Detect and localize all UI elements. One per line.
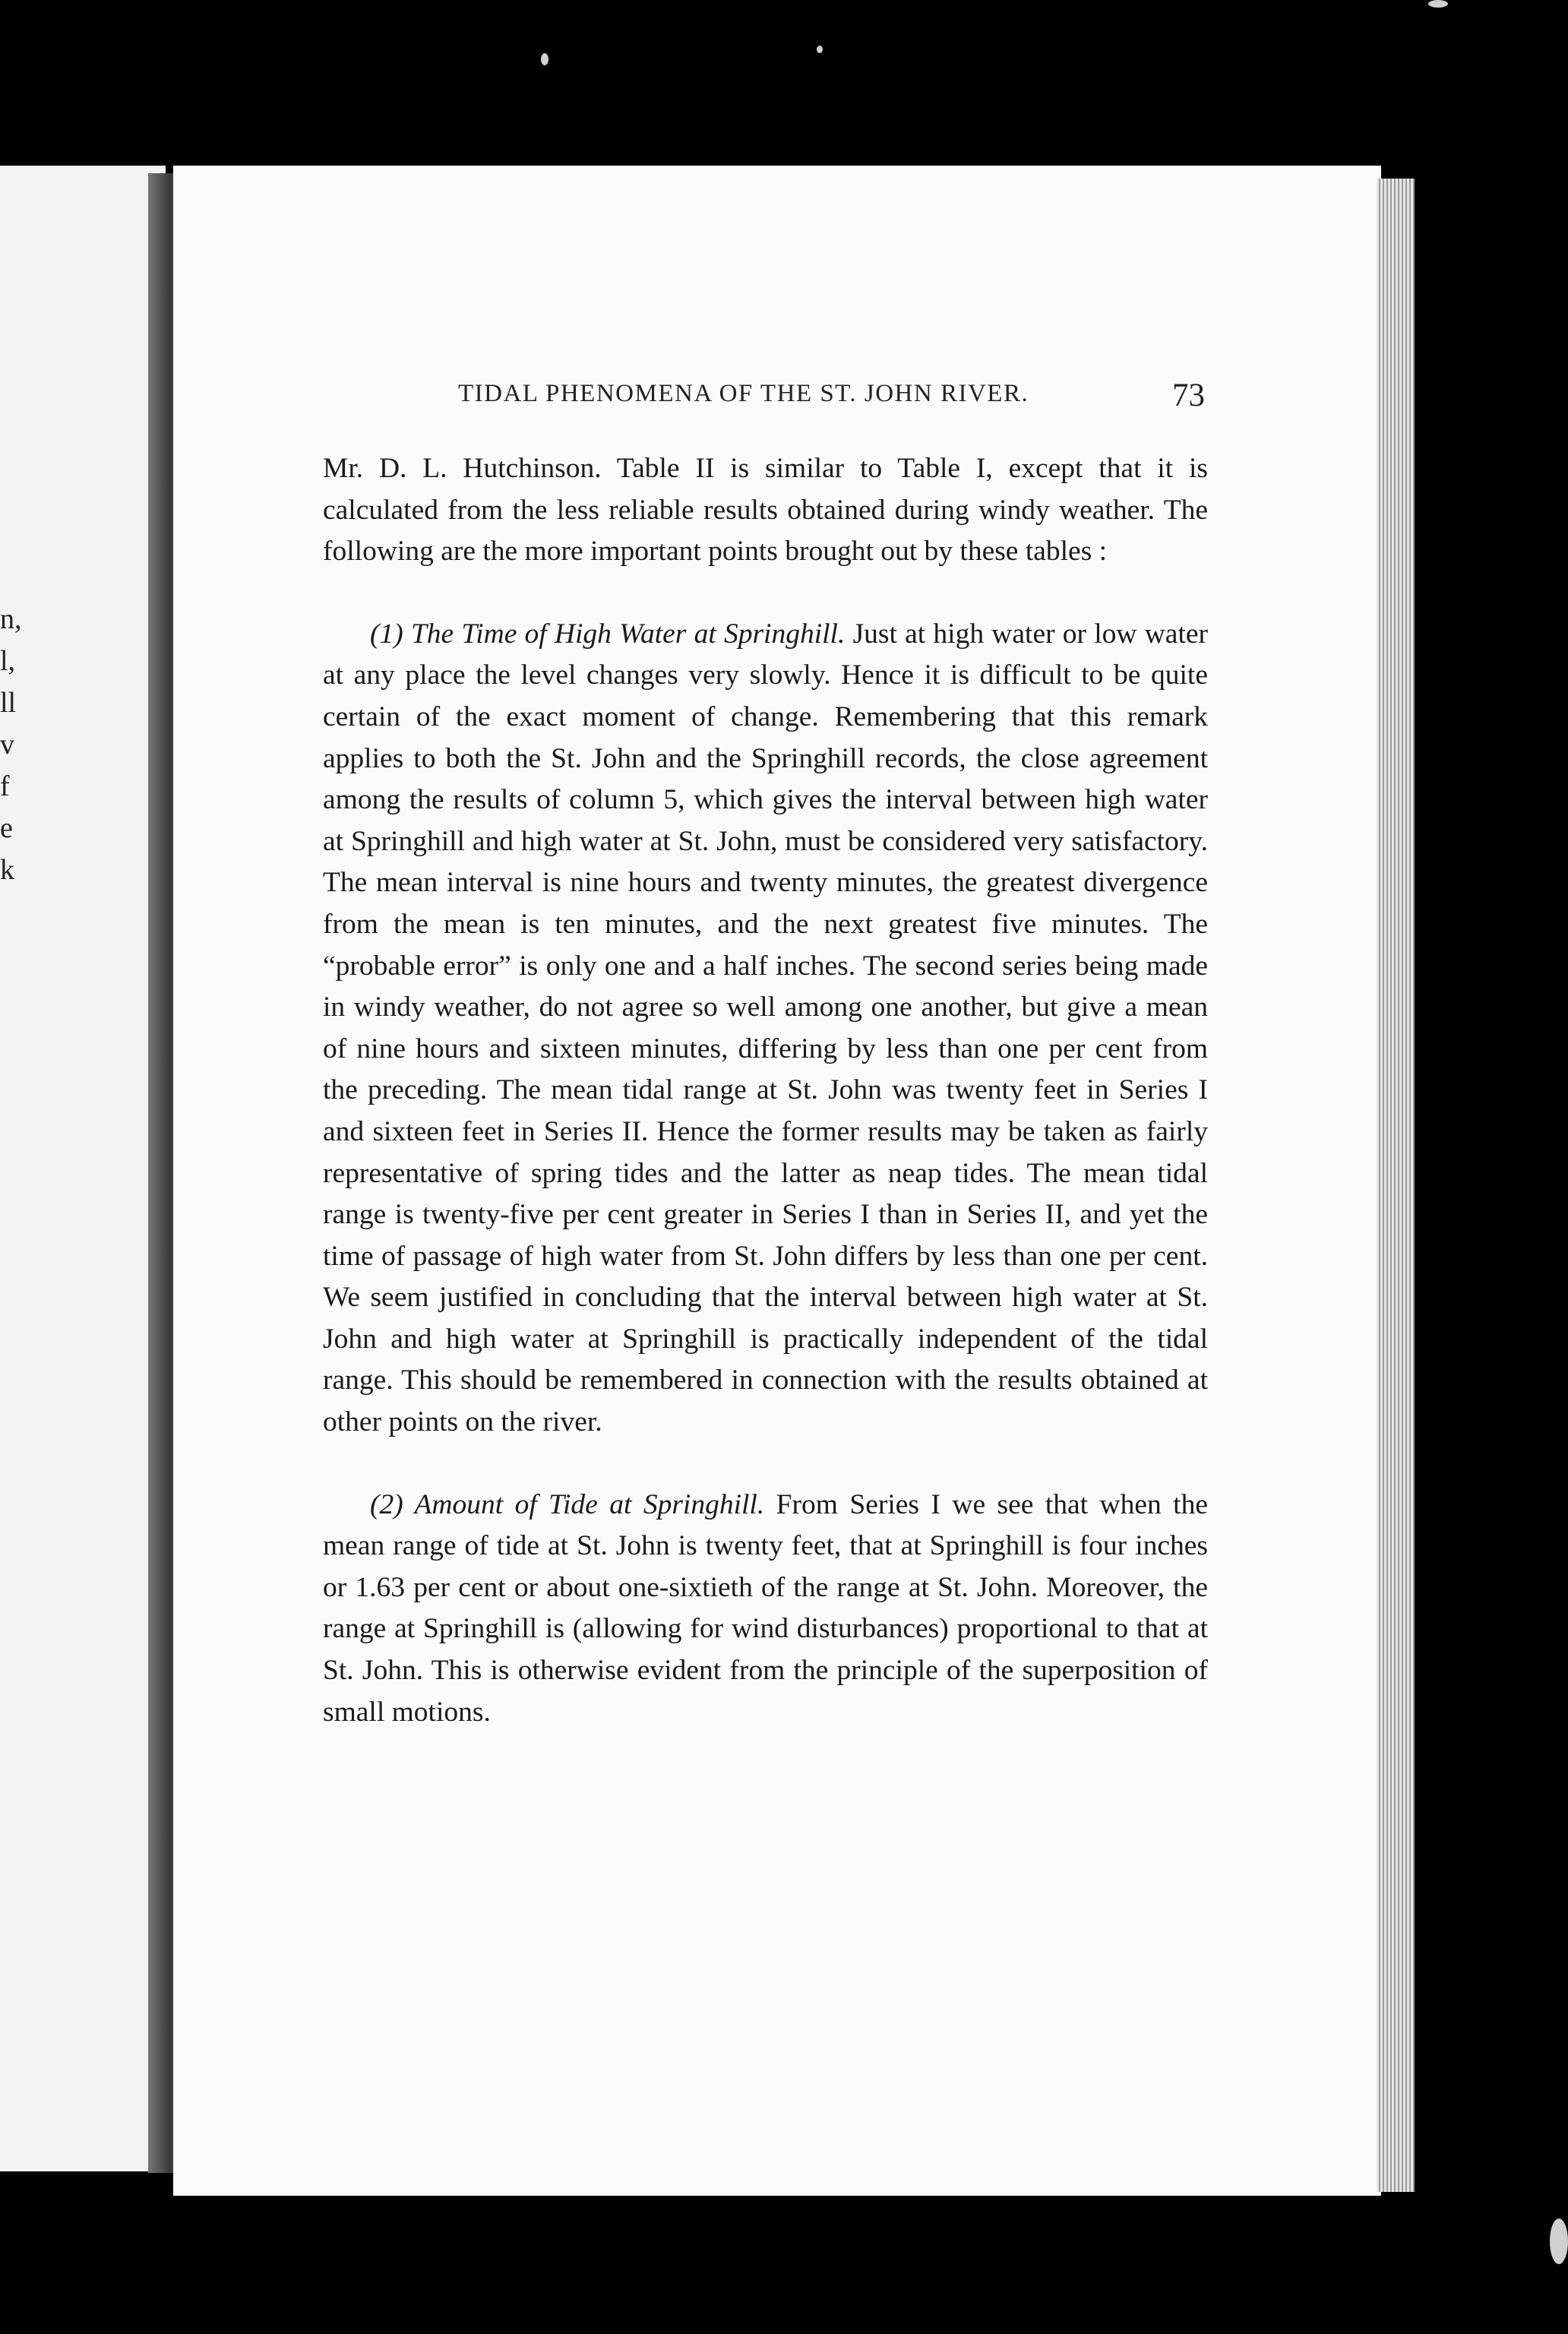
left-edge-fragment: e [0,812,13,844]
left-edge-fragment: f [0,770,10,802]
left-page-edge-text [0,599,22,891]
left-page [0,166,166,2171]
left-edge-fragment: n, [0,603,22,635]
paragraph [323,448,1208,573]
page-fore-edge [1377,179,1415,2192]
scan-speck [1550,2219,1568,2264]
scan-speck [1428,0,1448,8]
paragraph-text: Just at high water or low water at any place the level changes very slowly. Hence it is difficult to be quite certain of the exact moment of change. Remembering that this remark applies to both the St. John and the Springhill records, the close agreement among the results of column 5, which gives the interval between high water at Springhill and high water at St. John, must be considered very satisfactory. The mean interval is nine hours and twenty minutes, the greatest divergence from the mean is ten minutes, and the next greatest five minutes. The “probable error” is only one and a half inches. The second series being made in windy weather, do not agree so well among one another, but give a mean of nine hours and sixteen minutes, differing by less than one per cent from the preceding. The mean tidal range at St. John was twenty feet in Series I and sixteen feet in Series II. Hence the former results may be taken as fairly representative of spring tides and the latter as neap tides. The mean tidal range is twenty-five per cent greater in Series I than in Series II, and yet the time of passage of high water from St. John differs by less than one per cent. We seem justified in concluding that the interval between high water at St. John and high water at Springhill is practically independent of the tidal range. This should be remembered in connection with the results obtained at other points on the river. [323,618,1208,1438]
scan-speck [817,46,823,53]
running-head: TIDAL PHENOMENA OF THE ST. JOHN RIVER. [458,380,1029,407]
left-edge-fragment: k [0,854,14,886]
paragraph-text: Mr. D. L. Hutchinson. Table II is similar to Table I, except that it is calculated from the less reliable results obtained during windy weather. The following are the more important points brought out by these tables : [323,453,1208,568]
paragraph [323,1485,1208,1734]
section-heading: (1) The Time of High Water at Springhill. [370,618,846,650]
left-edge-fragment: ll [0,687,17,719]
section-heading: (2) Amount of Tide at Springhill. [370,1488,765,1520]
paragraph [323,614,1208,1444]
body-text [323,448,1208,1733]
scan-speck [541,53,548,65]
left-edge-fragment: l, [0,645,16,677]
left-edge-fragment: v [0,729,14,761]
page-number: 73 [1172,378,1205,413]
paragraph-text: From Series I we see that when the mean range of tide at St. John is twenty feet, that at Springhill is four inches or 1.63 per cent or about one-sixtieth of the range at St. John. Moreover, the range at Springhill is (allowing for wind disturbances) proportional to that at St. John. This is otherwise evident from the principle of the superposition of small motions. [323,1488,1208,1728]
